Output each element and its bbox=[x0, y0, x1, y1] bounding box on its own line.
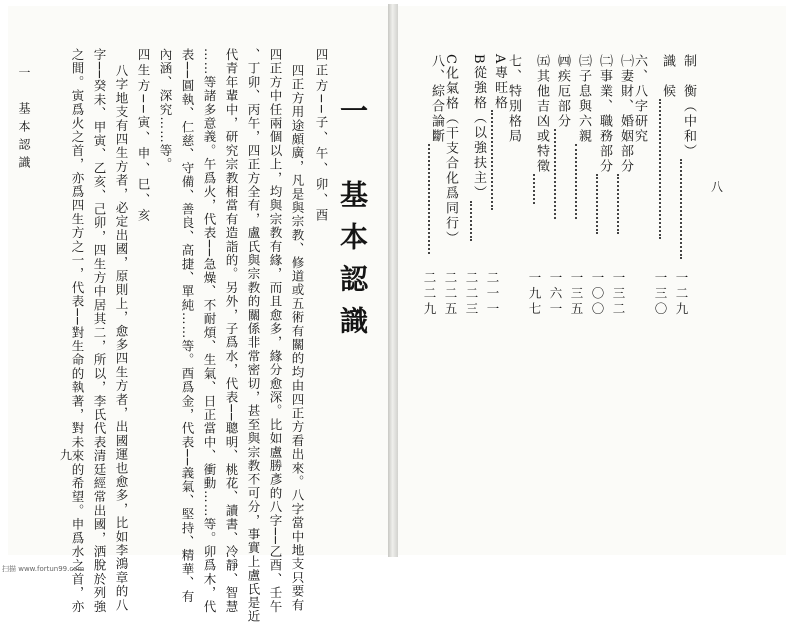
paragraph-line-9: 字──癸未、甲寅、乙亥、己卯，四生方中居其二，所以，李氏代表清廷經常出國，洒脫於列強 bbox=[92, 48, 107, 614]
paragraph-line-8: 八字地支有四生方者，必定出國，原則上，愈多四生方者，出國運也愈多，比如李鴻章的八 bbox=[114, 64, 129, 612]
toc-entry-label: C化氣格（干支合化爲同行） bbox=[443, 54, 458, 246]
toc-entry bbox=[548, 54, 570, 219]
toc-leader-dots bbox=[575, 144, 591, 219]
toc-entry-page: 一六一 bbox=[548, 271, 563, 318]
toc-entry bbox=[485, 54, 507, 210]
toc-entry bbox=[443, 54, 458, 246]
toc-entry-label: 七、特別格局 bbox=[506, 54, 521, 144]
section-heading-four-direct: 四正方──子、午、卯、酉 bbox=[314, 48, 329, 225]
toc-entry bbox=[422, 54, 444, 254]
toc-entry-label: B從強格（以強扶主） bbox=[471, 54, 486, 201]
toc-entry-label: ㈣疾厄部分 bbox=[555, 54, 570, 129]
paragraph-line-3: 、丁卯、丙午，四正方全有，盧氏與宗教的關係非常密切，甚至與宗教不可分，事實上盧氏是近 bbox=[246, 48, 261, 623]
running-header: 一 基本認識 bbox=[17, 66, 31, 174]
toc-entry-label: A專旺格 bbox=[492, 54, 507, 111]
toc-entry-label: 六、八字研究 bbox=[632, 54, 647, 144]
toc-entry bbox=[464, 54, 486, 241]
toc-entry bbox=[527, 54, 549, 204]
toc-leader-dots bbox=[617, 174, 633, 234]
toc-entry-label: 識 候 bbox=[660, 54, 675, 99]
toc-entry bbox=[632, 54, 647, 144]
toc-entry bbox=[611, 54, 633, 234]
toc-leader-dots bbox=[596, 174, 612, 234]
toc-leader-dots bbox=[554, 129, 570, 219]
paragraph-line-4: 代青年輩中，研究宗教相當有造詣的。另外，子爲水，代表──聰明、桃花、讀書、冷靜、智慧 bbox=[224, 48, 239, 614]
toc-entry-page: 二一一 bbox=[485, 271, 500, 318]
paragraph-line-1: 四正方用途頗廣，凡是與宗教、修道或五術有關的均由四正方看出來。八字當中地支只要有 bbox=[290, 64, 305, 612]
toc-entry-label: ㈡事業、職務部分 bbox=[597, 54, 612, 174]
toc-leader-dots bbox=[659, 99, 675, 239]
section-heading-four-growth: 四生方──寅、申、巳、亥 bbox=[136, 48, 151, 225]
toc-entry bbox=[569, 54, 591, 219]
toc-leader-dots bbox=[470, 201, 486, 241]
page-number-right: 八 bbox=[711, 180, 724, 194]
toc-entry-label: 八、綜合論斷 bbox=[429, 54, 444, 144]
scan-footer: 扫描 www.fortun99.com bbox=[2, 565, 85, 573]
paragraph-line-6: 表──圓執、仁慈、守備、善良、高捷、單純……等。酉爲金，代表──義氣、堅持、精華、有 bbox=[180, 48, 195, 604]
toc-entry-page: 二二九 bbox=[422, 271, 437, 318]
book-gutter bbox=[388, 4, 398, 557]
toc-entry bbox=[590, 54, 612, 234]
toc-entry bbox=[674, 54, 696, 259]
toc-leader-dots bbox=[533, 174, 549, 204]
toc-entry-label: ㈢子息與六親 bbox=[576, 54, 591, 144]
right-page bbox=[398, 6, 786, 555]
chapter-title: 一 基本認識 bbox=[336, 96, 369, 348]
toc-entry bbox=[653, 54, 675, 239]
toc-entry-page: 一二九 bbox=[674, 271, 689, 318]
page-number-left: 九 bbox=[60, 448, 73, 462]
toc-leader-dots bbox=[428, 144, 444, 254]
toc-leader-dots bbox=[680, 159, 696, 259]
toc-entry-label: ㈠妻財、婚姻部分 bbox=[618, 54, 633, 174]
paragraph-line-10: 之間。寅爲火之首，亦爲四生方之一，代表──對生命的執著，對未來的希望。申爲水之首，亦 bbox=[70, 48, 85, 614]
toc-entry-page: 二二三 bbox=[464, 271, 479, 318]
toc-entry-page: 一九七 bbox=[527, 271, 542, 318]
toc-entry-page: 一三五 bbox=[569, 271, 584, 318]
toc-entry bbox=[506, 54, 521, 144]
toc-entry-page: 一三二 bbox=[611, 271, 626, 318]
paragraph-line-7: 內涵、深究……等。 bbox=[158, 48, 173, 172]
paragraph-line-2: 四正方中任兩個以上，均與宗教有緣，而且愈多，緣分愈深。比如盧勝彥的八字──乙酉、壬午 bbox=[268, 48, 283, 614]
paragraph-line-5: ……等諸多意義。午爲火，代表──急燥、不耐煩、生氣、日正當中、衝動……等。卯爲木，代 bbox=[202, 48, 217, 614]
toc-entry-label: ㈤其他吉凶或特徵 bbox=[534, 54, 549, 174]
toc-leader-dots bbox=[491, 110, 507, 210]
toc-entry-page: 二二五 bbox=[443, 271, 458, 318]
toc-entry-page: 一〇〇 bbox=[590, 271, 605, 318]
toc-entry-label: 制 衡（中和） bbox=[681, 54, 696, 159]
toc-entry-page: 一三〇 bbox=[653, 271, 668, 318]
